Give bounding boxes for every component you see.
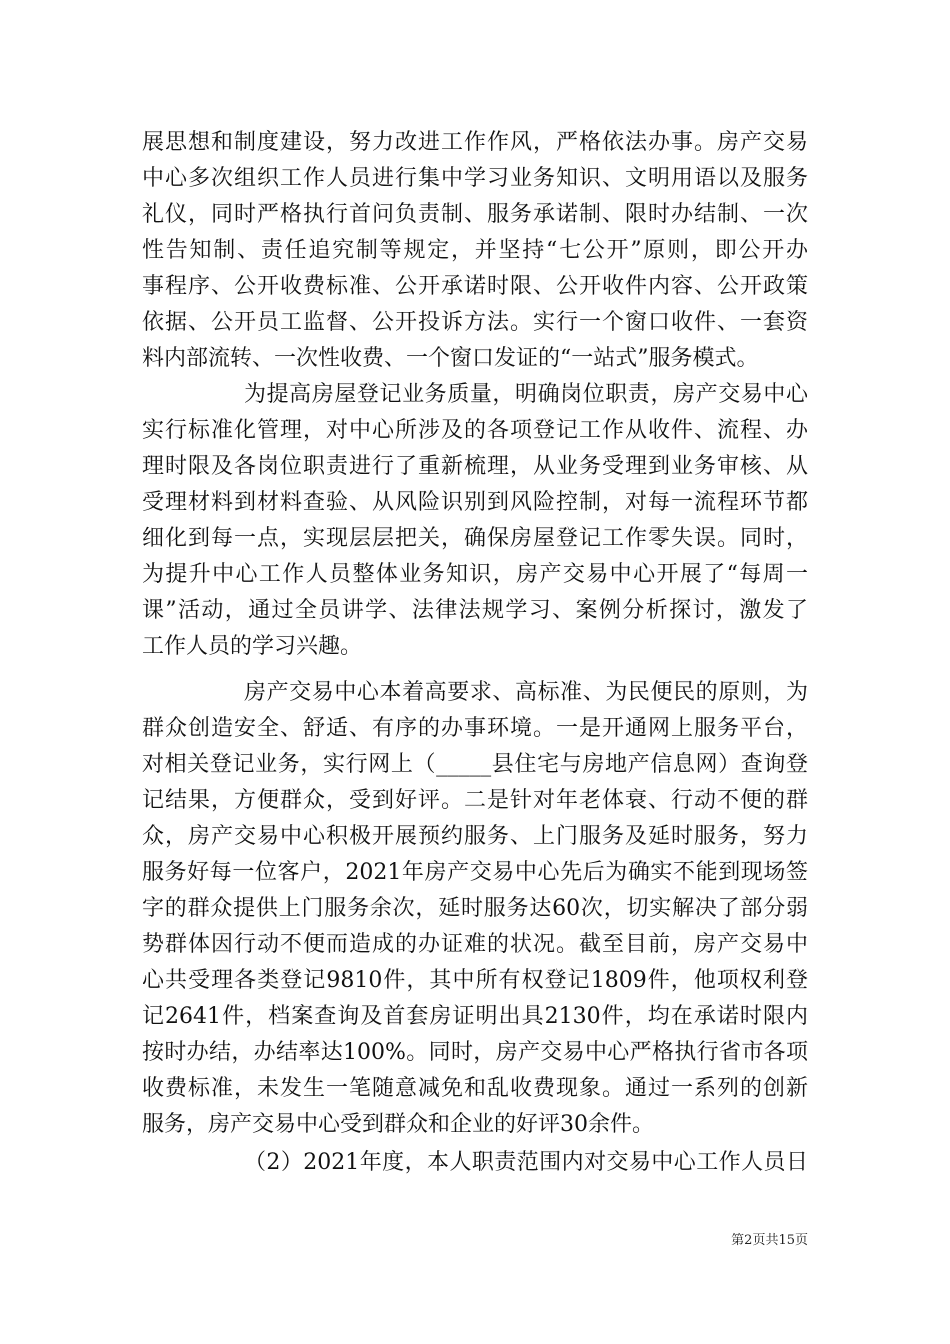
- text-line: 记结果，方便群众，受到好评。二是针对年老体衰、行动不便的群: [142, 788, 808, 813]
- text-line: 服务，房产交易中心受到群众和企业的好评30余件。: [142, 1112, 654, 1137]
- text-line: 按时办结，办结率达100%。同时，房产交易中心严格执行省市各项: [142, 1040, 808, 1065]
- page-number-footer: 第2页共15页: [731, 1233, 808, 1248]
- text-line: 料内部流转、一次性收费、一个窗口发证的“一站式”服务模式。: [142, 346, 759, 371]
- text-line: 心共受理各类登记9810件，其中所有权登记1809件，他项权利登: [142, 968, 808, 993]
- text-line: 中心多次组织工作人员进行集中学习业务知识、文明用语以及服务: [142, 166, 808, 191]
- paragraph-first-line: （2）2021年度，本人职责范围内对交易中心工作人员日: [244, 1150, 808, 1175]
- text-line: 对相关登记业务，实行网上（_____县住宅与房地产信息网）查询登: [142, 752, 808, 777]
- paragraph-first-line: 房产交易中心本着高要求、高标准、为民便民的原则，为: [244, 680, 808, 705]
- text-line: 工作人员的学习兴趣。: [142, 634, 363, 659]
- text-line: 收费标准，未发生一笔随意减免和乱收费现象。通过一系列的创新: [142, 1076, 808, 1101]
- text-line: 理时限及各岗位职责进行了重新梳理，从业务受理到业务审核、从: [142, 454, 808, 479]
- text-line: 实行标准化管理，对中心所涉及的各项登记工作从收件、流程、办: [142, 418, 808, 443]
- text-line: 服务好每一位客户，2021年房产交易中心先后为确实不能到现场签: [142, 860, 808, 885]
- text-line: 依据、公开员工监督、公开投诉方法。实行一个窗口收件、一套资: [142, 310, 808, 335]
- text-line: 事程序、公开收费标准、公开承诺时限、公开收件内容、公开政策: [142, 274, 808, 299]
- paragraph-first-line: 为提高房屋登记业务质量，明确岗位职责，房产交易中心: [244, 382, 808, 407]
- text-line: 展思想和制度建设，努力改进工作作风，严格依法办事。房产交易: [142, 130, 808, 155]
- text-line: 字的群众提供上门服务余次，延时服务达60次，切实解决了部分弱: [142, 896, 808, 921]
- text-line: 细化到每一点，实现层层把关，确保房屋登记工作零失误。同时，: [142, 526, 808, 551]
- text-line: 势群体因行动不便而造成的办证难的状况。截至目前，房产交易中: [142, 932, 808, 957]
- text-line: 礼仪，同时严格执行首问负责制、服务承诺制、限时办结制、一次: [142, 202, 808, 227]
- text-line: 群众创造安全、舒适、有序的办事环境。一是开通网上服务平台，: [142, 716, 808, 741]
- text-line: 受理材料到材料查验、从风险识别到风险控制，对每一流程环节都: [142, 490, 808, 515]
- text-line: 课”活动，通过全员讲学、法律法规学习、案例分析探讨，激发了: [142, 598, 808, 623]
- text-line: 为提升中心工作人员整体业务知识，房产交易中心开展了“每周一: [142, 562, 808, 587]
- text-line: 记2641件，档案查询及首套房证明出具2130件，均在承诺时限内: [142, 1004, 808, 1029]
- text-line: 性告知制、责任追究制等规定，并坚持“七公开”原则，即公开办: [142, 238, 808, 263]
- text-line: 众，房产交易中心积极开展预约服务、上门服务及延时服务，努力: [142, 824, 808, 849]
